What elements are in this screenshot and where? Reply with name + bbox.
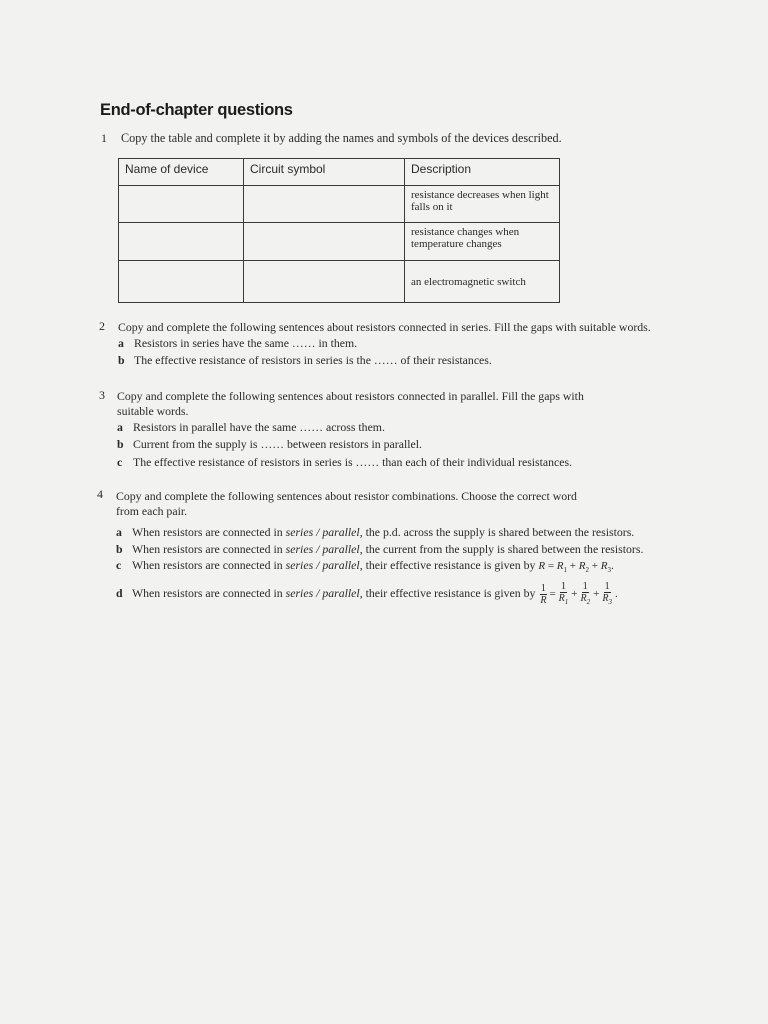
question-4-number: 4 <box>97 487 103 501</box>
devices-table <box>118 158 560 303</box>
parallel-formula: $\frac{1}{R}$ = $\frac{1}{R_1}$ + $\frac{1}{R_2}$ + $\frac{1}{R_3}$ . <box>540 581 618 606</box>
part-text: Resistors in series have the same …… in them. <box>134 336 358 350</box>
part-letter: c <box>117 455 123 469</box>
question-4-text-line-2: from each pair. <box>116 504 188 518</box>
symbol-cell <box>244 223 405 261</box>
part-letter: a <box>116 525 122 539</box>
header-name-of-device: Name of device <box>119 159 244 186</box>
part-letter: a <box>117 420 123 434</box>
part-letter: b <box>118 353 125 367</box>
question-3b <box>117 437 422 452</box>
question-3c <box>117 455 572 470</box>
table-row <box>119 223 560 261</box>
question-4d <box>116 581 619 608</box>
name-cell <box>119 261 244 303</box>
question-3-number: 3 <box>99 388 105 402</box>
header-description: Description <box>405 159 560 186</box>
question-1-text: Copy the table and complete it by adding the names and symbols of the devices described. <box>121 131 562 145</box>
part-text: Current from the supply is …… between resistors in parallel. <box>133 437 422 451</box>
part-letter: d <box>116 586 123 601</box>
choice-text: series / parallel <box>285 525 360 539</box>
choice-text: series / parallel <box>285 542 360 556</box>
symbol-cell <box>244 261 405 303</box>
question-4b <box>116 542 643 557</box>
question-4c <box>116 558 614 574</box>
question-4a <box>116 525 634 540</box>
part-letter: b <box>117 437 124 451</box>
question-1-number: 1 <box>101 131 107 145</box>
part-text: The effective resistance of resistors in series is …… than each of their individual resistances. <box>133 455 573 469</box>
part-text-before: When resistors are connected in <box>132 558 283 572</box>
table-row <box>119 261 560 303</box>
description-cell: an electromagnetic switch <box>405 261 560 303</box>
part-text-after: , the current from the supply is shared between the resistors. <box>359 542 644 556</box>
part-text-after: , their effective resistance is given by <box>359 586 536 601</box>
choice-text: series / parallel <box>285 586 360 601</box>
part-text-before: When resistors are connected in <box>132 586 283 601</box>
part-text: The effective resistance of resistors in series is the …… of their resistances. <box>134 353 492 367</box>
part-text-after: , the p.d. across the supply is shared between the resistors. <box>359 525 635 539</box>
question-3a <box>117 420 385 435</box>
part-text-after: , their effective resistance is given by <box>359 558 536 572</box>
question-3-text-line-2: suitable words. <box>117 404 189 418</box>
part-letter: b <box>116 542 123 556</box>
choice-text: series / parallel <box>285 558 360 572</box>
part-letter: c <box>116 558 122 572</box>
name-cell <box>119 223 244 261</box>
name-cell <box>119 186 244 223</box>
part-letter: a <box>118 336 124 350</box>
part-text-before: When resistors are connected in <box>132 525 283 539</box>
description-cell: resistance changes when temperature changes <box>405 223 560 261</box>
header-circuit-symbol: Circuit symbol <box>244 159 405 186</box>
table-header-row <box>119 159 560 186</box>
question-4-text-line-1: Copy and complete the following sentences about resistor combinations. Choose the correct word <box>116 489 577 503</box>
description-cell: resistance decreases when light falls on it <box>405 186 560 223</box>
chapter-questions-heading: End-of-chapter questions <box>100 101 293 119</box>
question-2b <box>118 353 492 368</box>
question-2a <box>118 336 357 351</box>
question-2-text: Copy and complete the following sentences about resistors connected in series. Fill the gaps with suitable words. <box>118 320 651 334</box>
series-formula: $R = R_1 + R_2 + R_3$. <box>538 560 614 575</box>
table-row <box>119 186 560 223</box>
symbol-cell <box>244 186 405 223</box>
question-3-text-line-1: Copy and complete the following sentences about resistors connected in parallel. Fill the gaps with <box>117 389 584 403</box>
question-2-number: 2 <box>99 319 105 333</box>
part-text: Resistors in parallel have the same …… across them. <box>133 420 385 434</box>
part-text-before: When resistors are connected in <box>132 542 283 556</box>
